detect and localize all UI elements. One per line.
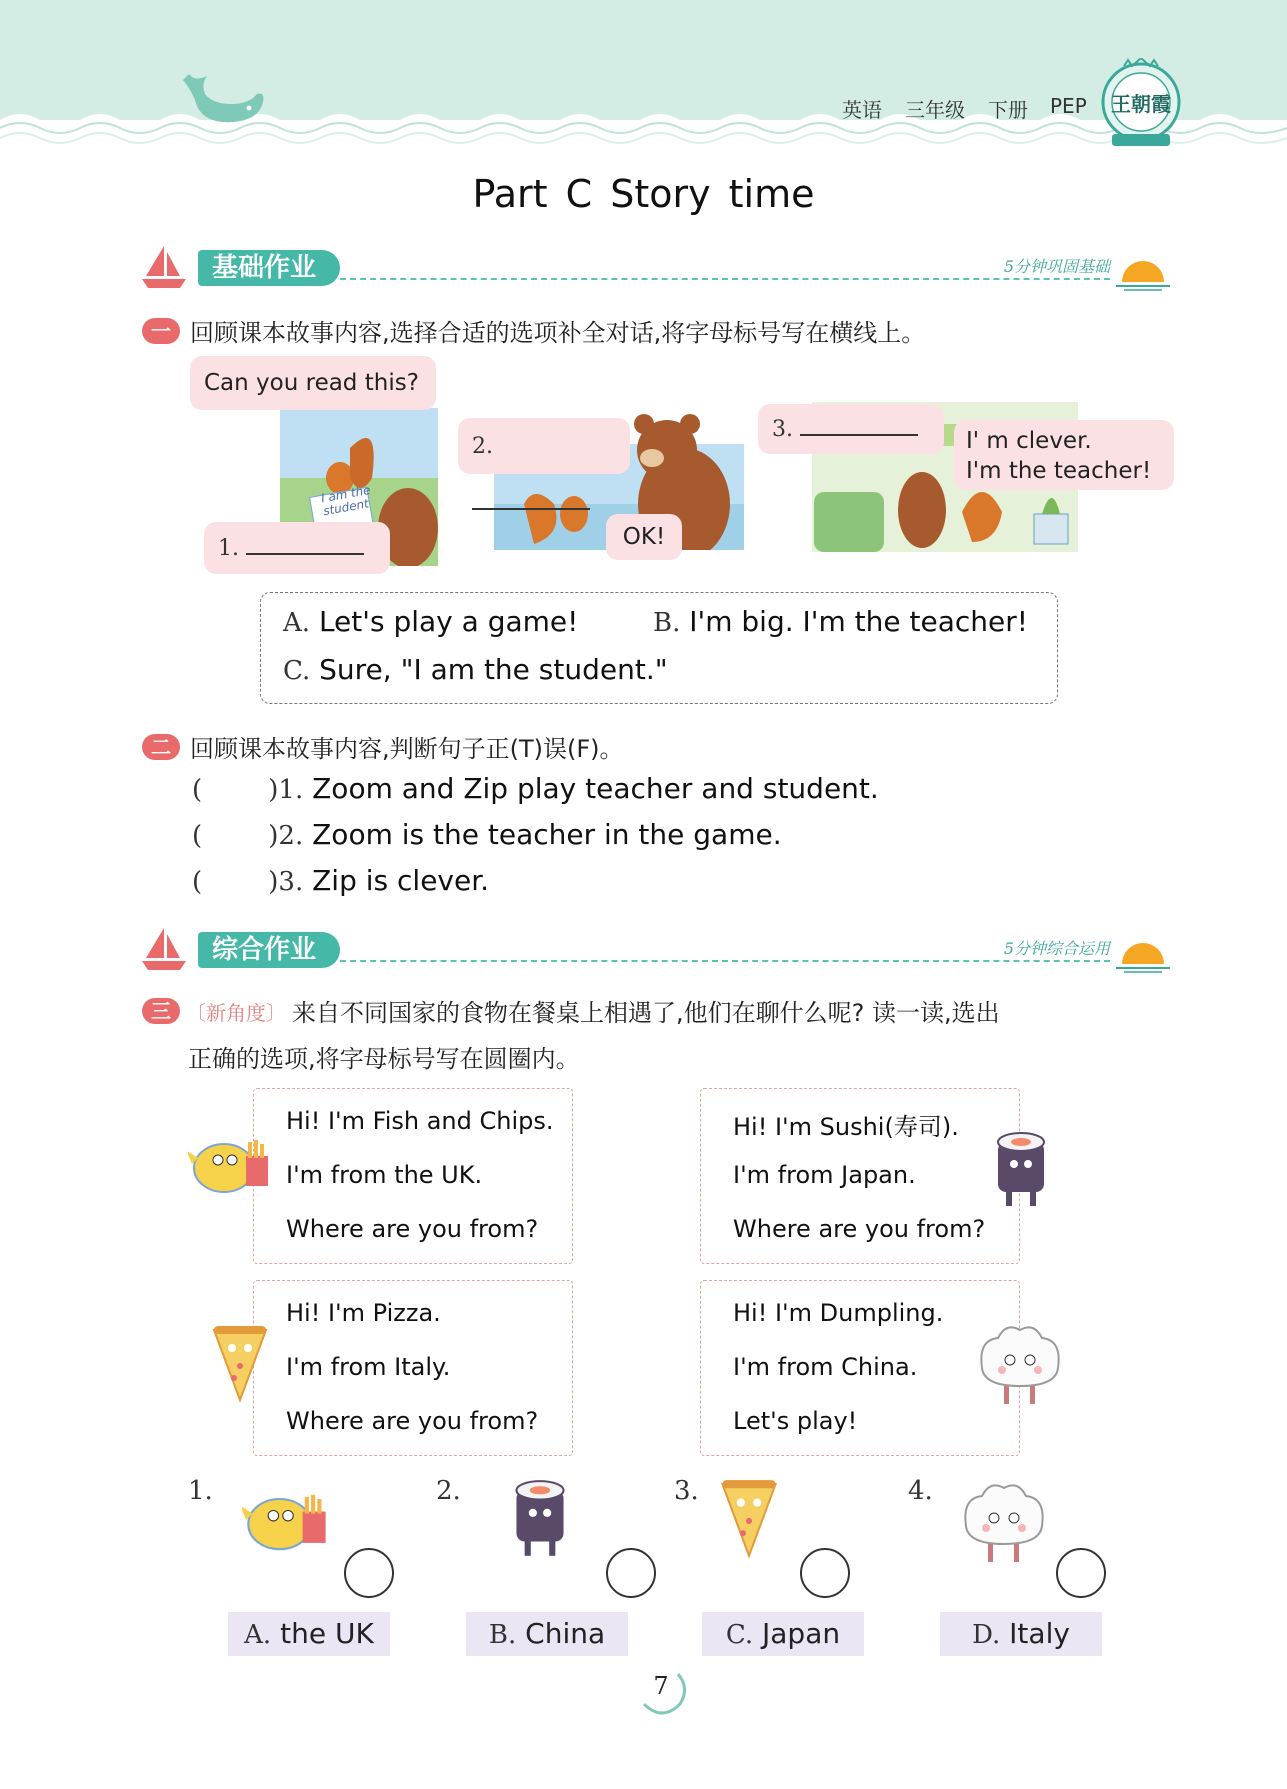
page-number: 7 [653, 1672, 669, 1700]
blank-3-bubble [758, 404, 944, 454]
answer-blank-3[interactable] [800, 416, 918, 436]
section-note: 5分钟综合运用 [1003, 939, 1110, 958]
blank-number: 1. [218, 536, 239, 561]
question-2-instruction: 回顾课本故事内容,判断句子正(T)误(F)。 [190, 735, 624, 763]
answer-choice-b [466, 1612, 628, 1656]
option-a [283, 605, 578, 638]
options-box [260, 592, 1058, 704]
section-banner-integrated [140, 926, 1180, 976]
dumpling-icon [972, 1316, 1068, 1416]
option-text: Let's play a game! [318, 605, 579, 638]
question-3-instruction-2: 正确的选项,将字母标号写在圆圈内。 [188, 1045, 580, 1073]
sushi-icon [504, 1476, 576, 1564]
section-divider [340, 960, 1110, 962]
speech-bubble-clever [954, 420, 1174, 490]
header-subject: 英语 [842, 98, 882, 122]
header-grade: 三年级 [905, 98, 965, 122]
tf-statement: Zip is clever. [312, 864, 490, 897]
logo-text: 王朝霞 [1111, 92, 1171, 116]
header-volume: 下册 [988, 98, 1028, 122]
blank-number: 2. [472, 434, 493, 459]
blank-2-bubble [458, 418, 630, 474]
pizza-icon [210, 1322, 270, 1414]
blank-number: 3. [772, 417, 793, 442]
blank-1-bubble [204, 522, 390, 574]
match-number-1: 1. [188, 1476, 213, 1506]
option-text: I'm big. I'm the teacher! [689, 605, 1028, 638]
sunrise-icon [1114, 256, 1172, 292]
option-b [653, 605, 1028, 638]
answer-blank-1[interactable] [246, 535, 364, 555]
option-letter: C. [283, 656, 311, 686]
tf-statement: Zoom and Zip play teacher and student. [312, 772, 879, 805]
card-line: Hi! I'm Fish and Chips. [286, 1107, 554, 1135]
answer-text: the UK [280, 1617, 374, 1650]
match-number-3: 3. [674, 1476, 699, 1506]
section-label: 综合作业 [198, 932, 340, 968]
page-title: Part C Story time [472, 172, 815, 216]
section-label: 基础作业 [198, 250, 340, 286]
food-card-fish-chips [253, 1088, 573, 1264]
option-text: Sure, "I am the student." [319, 653, 668, 686]
section-divider [340, 278, 1110, 280]
bubble-line-2: I'm the teacher! [966, 458, 1152, 484]
question-badge-1: 一 [142, 318, 180, 344]
tf-answer-slot[interactable]: ( )2. [192, 821, 304, 851]
answer-blank-2[interactable] [472, 490, 590, 510]
bubble-line-1: I' m clever. [966, 428, 1092, 454]
card-line: Hi! I'm Sushi(寿司). [733, 1113, 959, 1141]
question-badge-3: 三 [142, 998, 180, 1024]
answer-letter: B. [488, 1620, 517, 1650]
question-3-instruction-1: 来自不同国家的食物在餐桌上相遇了,他们在聊什么呢? 读一读,选出 [292, 999, 1000, 1027]
answer-text: Italy [1009, 1617, 1070, 1650]
question-1-instruction: 回顾课本故事内容,选择合适的选项补全对话,将字母标号写在横线上。 [190, 319, 926, 347]
card-line: Hi! I'm Dumpling. [733, 1299, 944, 1327]
tf-item-3 [192, 864, 489, 897]
match-number-4: 4. [908, 1476, 933, 1506]
whale-icon [175, 72, 275, 132]
match-number-2: 2. [436, 1476, 461, 1506]
bear-head-icon [630, 410, 704, 484]
section-banner-basic [140, 244, 1180, 294]
card-line: Where are you from? [733, 1215, 986, 1243]
card-line: I'm from the UK. [286, 1161, 483, 1189]
card-line: I'm from China. [733, 1353, 918, 1381]
sunrise-icon [1114, 938, 1172, 974]
sailboat-icon [140, 244, 190, 290]
answer-letter: A. [244, 1620, 272, 1650]
option-letter: A. [283, 608, 311, 638]
armchair-icon [814, 492, 884, 552]
header-edition: PEP [1050, 94, 1087, 118]
card-line: Where are you from? [286, 1407, 539, 1435]
speech-bubble-ok: OK! [606, 514, 682, 560]
answer-letter: C. [725, 1620, 754, 1650]
card-line: Hi! I'm Pizza. [286, 1299, 441, 1327]
tf-answer-slot[interactable]: ( )3. [192, 867, 304, 897]
option-letter: B. [653, 608, 681, 638]
tf-answer-slot[interactable]: ( )1. [192, 775, 304, 805]
sushi-icon [986, 1128, 1056, 1214]
answer-circle-4[interactable] [1056, 1548, 1106, 1598]
card-line: I'm from Italy. [286, 1353, 451, 1381]
tf-statement: Zoom is the teacher in the game. [312, 818, 782, 851]
new-angle-tag: 〔新角度〕 [186, 1001, 286, 1025]
option-c [283, 653, 668, 686]
food-card-sushi [700, 1088, 1020, 1264]
card-line: Let's play! [733, 1407, 858, 1435]
question-badge-2: 二 [142, 734, 180, 760]
vase-icon [1034, 514, 1068, 544]
sign-text: I am the student [319, 482, 372, 519]
answer-text: China [525, 1617, 606, 1650]
answer-choice-d [940, 1612, 1102, 1656]
answer-circle-3[interactable] [800, 1548, 850, 1598]
section-note: 5分钟巩固基础 [1003, 257, 1110, 276]
tf-item-2 [192, 818, 782, 851]
brand-logo [1100, 58, 1182, 150]
card-line: Where are you from? [286, 1215, 539, 1243]
answer-choice-c [702, 1612, 864, 1656]
answer-choice-a [228, 1612, 390, 1656]
bear-icon [898, 472, 946, 548]
answer-letter: D. [972, 1620, 1001, 1650]
fish-and-chips-icon [188, 1124, 276, 1208]
answer-circle-1[interactable] [344, 1548, 394, 1598]
card-line: I'm from Japan. [733, 1161, 916, 1189]
food-card-pizza [253, 1280, 573, 1456]
pizza-icon [718, 1476, 780, 1570]
dumpling-icon [956, 1474, 1052, 1574]
answer-text: Japan [762, 1617, 841, 1650]
fish-and-chips-icon [242, 1478, 334, 1566]
tf-item-1 [192, 772, 879, 805]
sailboat-icon [140, 926, 190, 972]
speech-bubble-read: Can you read this? [190, 356, 436, 410]
answer-circle-2[interactable] [606, 1548, 656, 1598]
